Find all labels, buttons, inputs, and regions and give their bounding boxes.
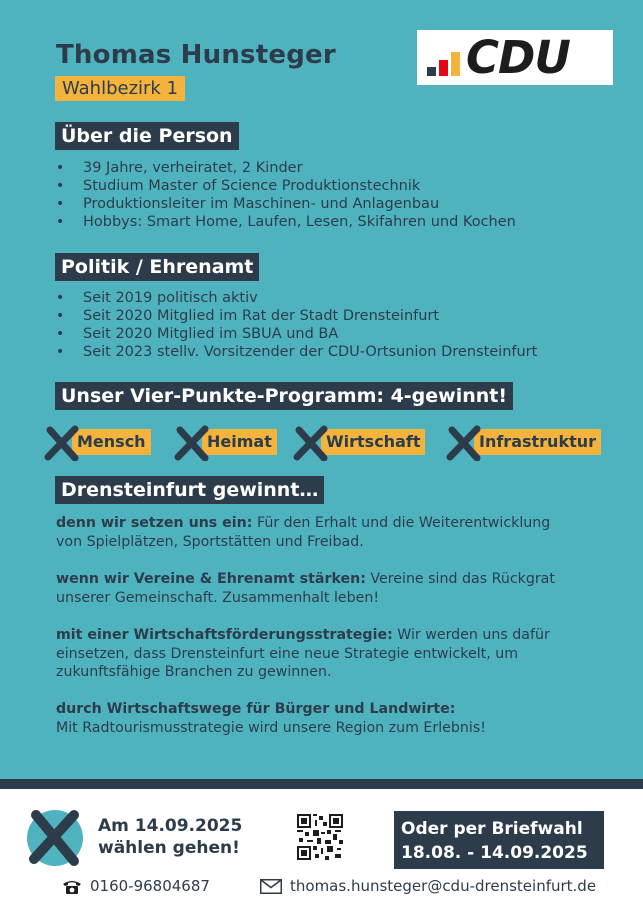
vote-line: wählen gehen! xyxy=(98,838,240,858)
paragraph-text: Vereine sind das Rückgrat unserer Gemeinschaft. Zusammenhalt leben! xyxy=(56,571,555,606)
paragraph-text: Wir werden uns dafür einsetzen, dass Drensteinfurt eine neue Strategie entwickelt, um zukunftsfähige Branchen zu gewinnen. xyxy=(56,627,550,680)
person-list xyxy=(56,159,516,231)
wins-paragraph xyxy=(56,700,576,737)
wins-paragraph xyxy=(56,514,576,551)
logo-bar-gold xyxy=(451,52,460,76)
ballot-cross-icon xyxy=(24,807,86,869)
politics-heading: Politik / Ehrenamt xyxy=(55,253,259,281)
list-item: • Seit 2020 Mitglied im Rat der Stadt Drensteinfurt xyxy=(56,307,537,325)
cross-mark-icon xyxy=(446,425,486,461)
paragraph-lead: wenn wir Vereine & Ehrenamt stärken: xyxy=(56,571,366,587)
cross-mark-icon xyxy=(44,425,84,461)
paragraph-lead: durch Wirtschaftswege für Bürger und Landwirte: xyxy=(56,701,456,717)
list-item: • Produktionsleiter im Maschinen- und Anlagenbau xyxy=(56,195,516,213)
person-heading: Über die Person xyxy=(55,122,239,150)
program-heading: Unser Vier-Punkte-Programm: 4-gewinnt! xyxy=(55,382,513,410)
wins-paragraph xyxy=(56,570,576,607)
district-badge: Wahlbezirk 1 xyxy=(55,76,185,101)
list-item: • Seit 2020 Mitglied im SBUA und BA xyxy=(56,325,537,343)
list-item: • 39 Jahre, verheiratet, 2 Kinder xyxy=(56,159,516,177)
phone-icon xyxy=(62,879,82,895)
qr-code-icon xyxy=(297,814,343,860)
candidate-name: Thomas Hunsteger xyxy=(56,40,336,70)
logo-wordmark: CDU xyxy=(466,31,570,84)
phone-contact[interactable] xyxy=(62,877,210,895)
logo-bar-red xyxy=(439,60,448,76)
cdu-logo xyxy=(417,30,613,85)
list-item: • Seit 2019 politisch aktiv xyxy=(56,289,537,307)
wins-paragraph xyxy=(56,626,576,682)
program-point-label: Mensch xyxy=(72,429,151,455)
vote-line: Am 14.09.2025 xyxy=(98,816,243,836)
paragraph-text: Mit Radtourismusstrategie wird unsere Region zum Erlebnis! xyxy=(56,719,486,736)
postal-vote-box xyxy=(394,811,604,869)
paragraph-lead: denn wir setzen uns ein: xyxy=(56,515,253,531)
divider-bar xyxy=(0,779,643,789)
wins-heading: Drensteinfurt gewinnt… xyxy=(55,476,324,504)
postal-line: 18.08. - 14.09.2025 xyxy=(401,843,588,863)
list-item: • Seit 2023 stellv. Vorsitzender der CDU-Ortsunion Drensteinfurt xyxy=(56,343,537,361)
program-point-label: Infrastruktur xyxy=(474,429,601,455)
cross-mark-icon xyxy=(174,425,214,461)
email-address: thomas.hunsteger@cdu-drensteinfurt.de xyxy=(290,877,597,895)
program-point-label: Heimat xyxy=(202,429,277,455)
postal-line: Oder per Briefwahl xyxy=(401,819,583,839)
envelope-icon xyxy=(260,879,282,894)
vote-date xyxy=(98,815,242,859)
logo-bar-black xyxy=(427,67,436,76)
politics-list xyxy=(56,289,537,361)
paragraph-lead: mit einer Wirtschaftsförderungsstrategie: xyxy=(56,627,393,643)
email-contact[interactable] xyxy=(260,877,596,895)
phone-number: 0160-96804687 xyxy=(90,877,210,895)
list-item: • Studium Master of Science Produktionstechnik xyxy=(56,177,516,195)
program-point-label: Wirtschaft xyxy=(321,429,425,455)
paragraph-text: Für den Erhalt und die Weiterentwicklung von Spielplätzen, Sportstätten und Freibad. xyxy=(56,515,551,550)
cross-mark-icon xyxy=(293,425,333,461)
list-item: • Hobbys: Smart Home, Laufen, Lesen, Skifahren und Kochen xyxy=(56,213,516,231)
